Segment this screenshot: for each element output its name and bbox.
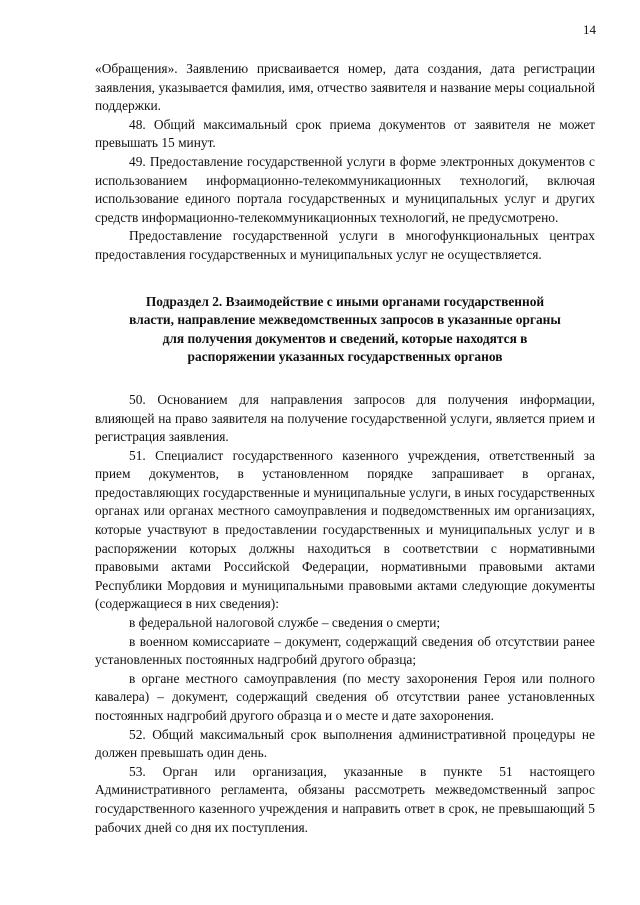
paragraph-49: 49. Предоставление государственной услуги в форме электронных документов с использованием информационно-телекоммуникационных технологий, включая использование единого портала государственных и муниципальных услуг и других средств информационно-телекоммуникационных технологий, не предусмотрено. <box>95 153 595 225</box>
section-heading-line: власти, направление межведомственных запросов в указанные органы <box>129 312 561 328</box>
paragraph-local-government: в органе местного самоуправления (по месту захоронения Героя или полного кавалера) – документ, содержащий сведения об отсутствии ранее установленных постоянных надгробий другого образца и о месте и дате захоронения. <box>95 670 595 723</box>
paragraph-48: 48. Общий максимальный срок приема документов от заявителя не может превышать 15 минут. <box>95 116 595 151</box>
section-heading-line: Подраздел 2. Взаимодействие с иными органами государственной <box>145 293 545 309</box>
document-body <box>95 60 595 837</box>
section-heading-line: распоряжении указанных государственных органов <box>187 349 503 365</box>
paragraph-50: 50. Основанием для направления запросов для получения информации, влияющей на право заявителя на получение государственной услуги, является прием и регистрация заявления. <box>95 391 595 445</box>
paragraph-51: 51. Специалист государственного казенного учреждения, ответственный за прием документов, в установленном порядке запрашивает в органах, предоставляющих государственные и муниципальные услуги, в иных государственных органах или органах местного самоуправления и подведомственных им организациях, которые участвуют в предоставлении государственных и муниципальных услуг и в распоряжении которых должны находиться в соответствии с нормативными правовыми актами Российской Федерации, нормативными правовыми актами Республики Мордовия и муниципальными правовыми актами следующие документы (содержащиеся в них сведения): <box>95 447 595 612</box>
page-number: 14 <box>583 22 596 37</box>
paragraph-52: 52. Общий максимальный срок выполнения административной процедуры не должен превышать один день. <box>95 726 595 761</box>
paragraph-mfc: Предоставление государственной услуги в многофункциональных центрах предоставления государственных и муниципальных услуг не осуществляется. <box>95 228 595 262</box>
section-heading <box>95 293 595 367</box>
section-heading-line: для получения документов и сведений, которые находятся в <box>162 330 528 346</box>
paragraph-military-commissariat: в военном комиссариате – документ, содержащий сведения об отсутствии ранее установленных постоянных надгробий другого образца; <box>95 633 595 668</box>
paragraph-53: 53. Орган или организация, указанные в пункте 51 настоящего Административного регламента, обязаны рассмотреть межведомственный запрос государственного казенного учреждения и направить ответ в срок, не превышающий 5 рабочих дней со дня их поступления. <box>95 763 595 835</box>
paragraph-tax-service: в федеральной налоговой службе – сведения о смерти; <box>129 615 441 631</box>
paragraph-continuation: «Обращения». Заявлению присваивается номер, дата создания, дата регистрации заявления, указывается фамилия, имя, отчество заявителя и название меры социальной поддержки. <box>95 61 595 114</box>
